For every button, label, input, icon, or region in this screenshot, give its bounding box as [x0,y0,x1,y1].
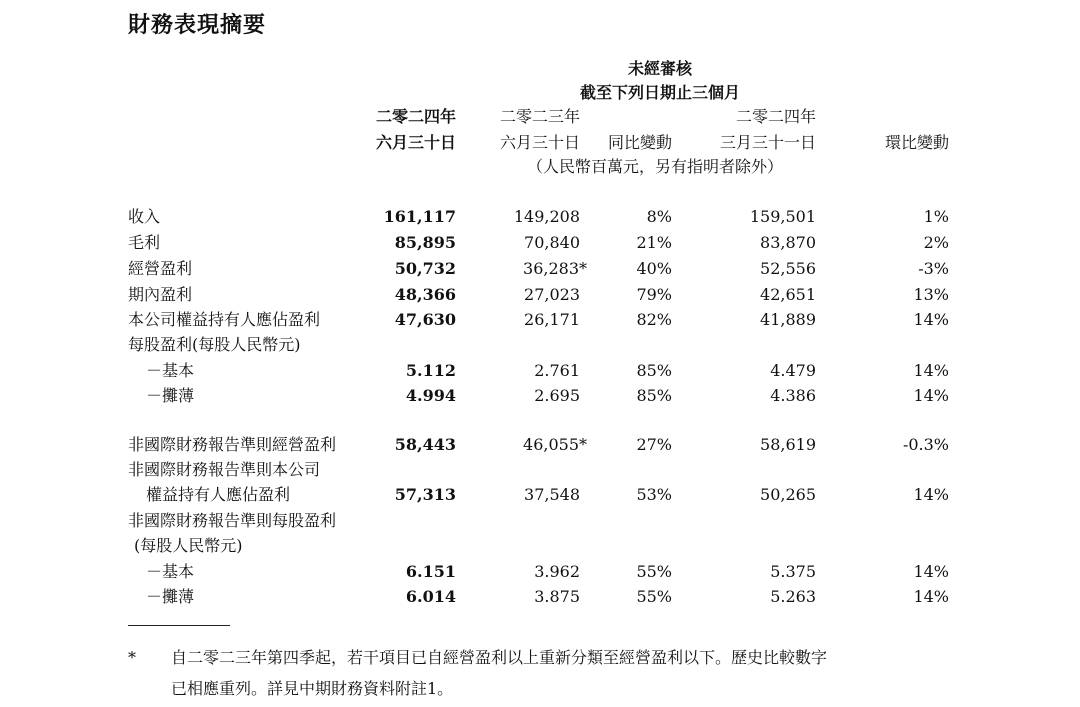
row-label: 本公司權益持有人應佔盈利 [128,310,321,329]
value-yoy-change: 27% [636,435,672,454]
value-yoy-change: 55% [636,562,672,581]
value-2023-jun: 27,023 [524,285,580,304]
unit-note: （人民幣百萬元，另有指明者除外） [526,157,783,176]
unaudited-header: 未經審核 [627,59,692,78]
row-label: －基本 [146,562,195,581]
table-row [0,309,1080,335]
value-2024-mar: 58,619 [760,435,816,454]
value-2024-jun: 48,366 [394,285,456,304]
value-2024-jun: 6.151 [405,562,456,581]
value-yoy-change: 8% [646,207,672,226]
value-qoq-change: 14% [913,587,949,606]
value-2024-jun: 85,895 [394,233,456,252]
col5-header: 環比變動 [884,133,949,152]
value-2024-jun: 4.994 [405,386,456,405]
value-2024-jun: 5.112 [405,361,456,380]
value-qoq-change: 2% [923,233,949,252]
footnote-marker: * [128,648,136,667]
col4-header-line2: 三月三十一日 [719,133,816,152]
value-2023-jun: 26,171 [524,310,580,329]
table-row [0,385,1080,411]
row-label: －攤薄 [146,587,195,606]
page-title: 財務表現摘要 [128,12,267,38]
value-2023-jun: 149,208 [513,207,580,226]
value-2023-jun: 3.875 [534,587,580,606]
table-row [0,586,1080,612]
row-label: 每股盈利(每股人民幣元) [128,335,301,354]
value-2023-jun: 2.695 [534,386,580,405]
value-qoq-change: 13% [913,285,949,304]
value-2024-mar: 41,889 [760,310,816,329]
value-qoq-change: 14% [913,310,949,329]
value-2024-mar: 52,556 [760,259,816,278]
value-2024-jun: 47,630 [394,310,456,329]
value-2024-jun: 58,443 [394,435,456,454]
col3-header: 同比變動 [607,133,672,152]
value-2024-mar: 5.263 [770,587,816,606]
value-qoq-change: -3% [918,259,949,278]
row-label: 非國際財務報告準則每股盈利 [128,511,337,530]
value-qoq-change: 14% [913,386,949,405]
value-yoy-change: 53% [636,485,672,504]
row-label: 非國際財務報告準則本公司 [128,460,321,479]
value-2023-jun: 36,283* [523,259,587,278]
value-yoy-change: 40% [636,259,672,278]
table-row [0,360,1080,386]
value-2024-mar: 159,501 [749,207,816,226]
table-row [0,510,1080,536]
footnote-divider [128,625,230,626]
value-qoq-change: -0.3% [902,435,949,454]
row-label: 收入 [128,207,161,226]
value-2024-jun: 57,313 [394,485,456,504]
row-label: 權益持有人應佔盈利 [146,485,291,504]
col4-header-line1: 二零二四年 [735,107,816,126]
value-2024-jun: 161,117 [383,207,456,226]
table-row [0,434,1080,460]
value-2024-mar: 4.479 [770,361,816,380]
value-2024-jun: 6.014 [405,587,456,606]
value-2024-mar: 4.386 [770,386,816,405]
value-2024-mar: 42,651 [760,285,816,304]
value-2024-jun: 50,732 [394,259,456,278]
value-yoy-change: 82% [636,310,672,329]
table-row [0,258,1080,284]
col1-header-line2: 六月三十日 [375,133,456,152]
value-yoy-change: 79% [636,285,672,304]
row-label: －攤薄 [146,386,195,405]
table-row [0,206,1080,232]
footnote-text-line1: 自二零二三年第四季起，若干項目已自經營盈利以上重新分類至經營盈利以下。歷史比較數字 [171,648,828,667]
value-yoy-change: 85% [636,361,672,380]
table-row [0,459,1080,485]
value-qoq-change: 14% [913,485,949,504]
value-yoy-change: 55% [636,587,672,606]
table-row [0,284,1080,310]
value-2023-jun: 2.761 [534,361,580,380]
value-yoy-change: 21% [636,233,672,252]
row-label: 經營盈利 [128,259,193,278]
value-2023-jun: 3.962 [534,562,580,581]
value-qoq-change: 14% [913,562,949,581]
value-2024-mar: 50,265 [760,485,816,504]
row-label: (每股人民幣元) [134,536,243,555]
table-row [0,232,1080,258]
row-label: 非國際財務報告準則經營盈利 [128,435,337,454]
value-2024-mar: 83,870 [760,233,816,252]
value-2023-jun: 46,055* [523,435,587,454]
footnote-text-line2: 已相應重列。詳見中期財務資料附註1。 [171,679,454,698]
table-row [0,484,1080,510]
row-label: 期內盈利 [128,285,193,304]
row-label: 毛利 [128,233,161,252]
col2-header-line2: 六月三十日 [499,133,580,152]
table-row [0,561,1080,587]
value-yoy-change: 85% [636,386,672,405]
table-row [0,334,1080,360]
value-qoq-change: 1% [923,207,949,226]
value-2024-mar: 5.375 [770,562,816,581]
col2-header-line1: 二零二三年 [499,107,580,126]
period-header: 截至下列日期止三個月 [579,83,740,102]
col1-header-line1: 二零二四年 [375,107,456,126]
value-qoq-change: 14% [913,361,949,380]
table-row [0,535,1080,561]
value-2023-jun: 37,548 [524,485,580,504]
value-2023-jun: 70,840 [524,233,580,252]
row-label: －基本 [146,361,195,380]
